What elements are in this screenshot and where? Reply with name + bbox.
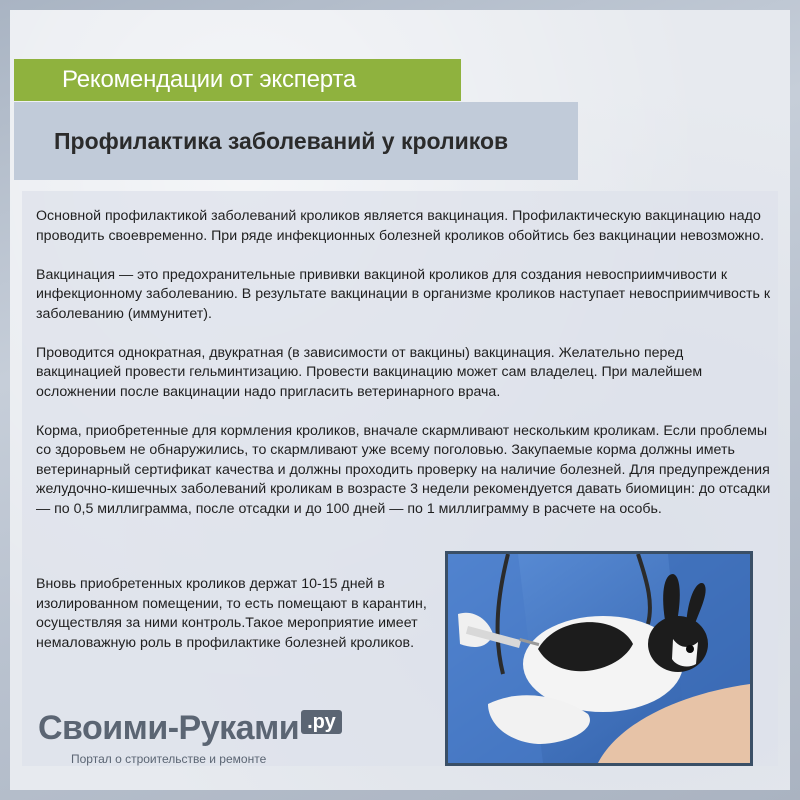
title-banner — [14, 102, 578, 180]
paragraph-feed: Корма, приобретенные для кормления кроликов, вначале скармливают нескольким кроликам. Если проблемы со здоровьем не обнаружились, то скармливают уже всему поголовью. Закупаемые корма должны иметь ветеринарный сертификат качества и должны проходить проверку на наличие болезней. Для предупреждения желудочно-кишечных заболеваний кроликам в возрасте 3 недели рекомендуется давать биомицин: до отсадки — по 0,5 миллиграмма, после отсадки и до 100 дней — по 1 миллиграмму в расчете на особь. — [36, 422, 771, 517]
page-title: Профилактика заболеваний у кроликов — [54, 128, 509, 154]
article-text — [36, 207, 771, 539]
rabbit-vaccination-photo — [445, 551, 753, 766]
logo-domain-badge: .ру — [301, 710, 342, 734]
site-logo[interactable] — [38, 708, 342, 748]
expert-banner-text: Рекомендации от эксперта — [62, 66, 357, 93]
paragraph-vaccination-intro: Основной профилактикой заболеваний кроликов является вакцинация. Профилактическую вакцинацию надо проводить своевременно. При ряде инфекционных болезней кроликов обойтись без вакцинации невозможно. — [36, 208, 765, 244]
paragraph-vaccination-types: Проводится однократная, двукратная (в зависимости от вакцины) вакцинация. Желательно перед вакцинацией провести гельминтизацию. Провести вакцинацию может сам владелец. При малейшем осложнении после вакцинации надо пригласить ветеринарного врача. — [36, 344, 703, 400]
logo-tagline: Портал о строительстве и ремонте — [71, 752, 267, 766]
paragraph-quarantine: Вновь приобретенных кроликов держат 10-15 дней в изолированном помещении, то есть помещают в карантин, осуществляя за ними контроль.Такое мероприятие имеет немаловажную роль в профилактике болезней кроликов. — [36, 576, 427, 651]
expert-recommendations-banner — [14, 59, 461, 101]
logo-name: Своими-Руками — [38, 709, 300, 747]
article-text-quarantine — [36, 575, 436, 653]
rabbit-vaccination-illustration — [448, 554, 750, 763]
paragraph-vaccination-definition: Вакцинация — это предохранительные прививки вакциной кроликов для создания невосприимчивости к инфекционному заболеванию. В результате вакцинации в организме кроликов наступает невосприимчивость к заболеванию (иммунитет). — [36, 266, 771, 322]
